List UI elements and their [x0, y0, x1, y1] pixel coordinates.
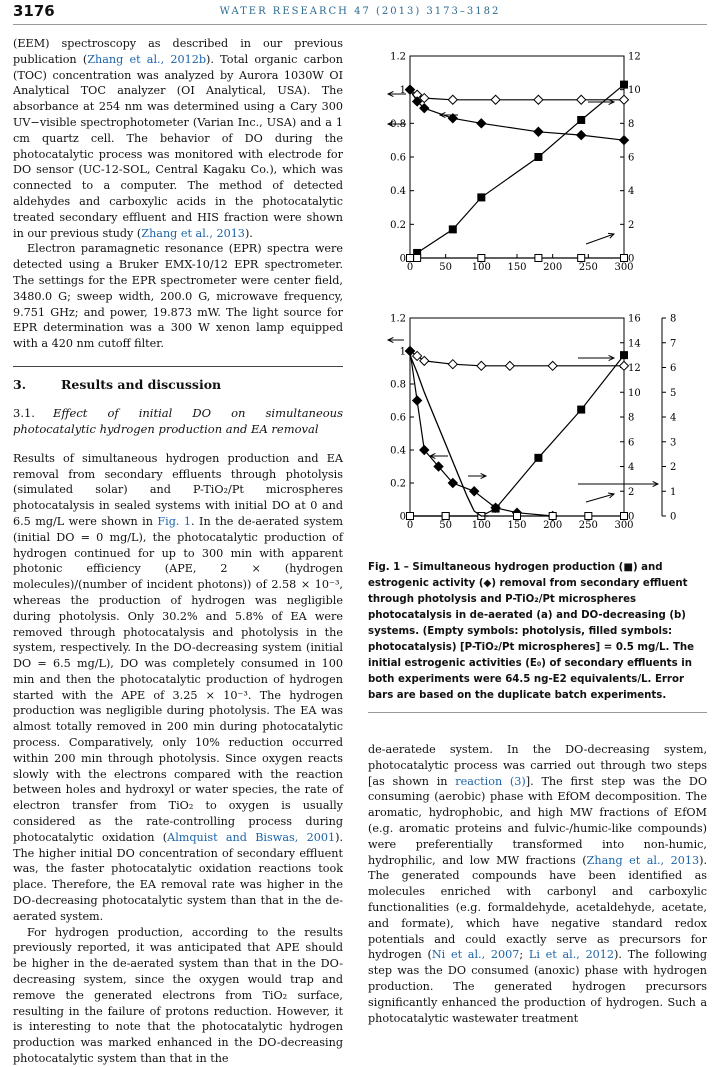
y-tick-label: 0.2 — [390, 219, 406, 231]
y2-tick-label: 4 — [628, 186, 635, 198]
citation-link[interactable]: Zhang et al., 2012b — [87, 52, 206, 66]
square-open-marker — [621, 255, 628, 262]
x-tick-label: 100 — [471, 262, 491, 273]
diamond-filled-marker — [406, 85, 415, 94]
right-column — [368, 742, 707, 1026]
square-open-marker — [407, 255, 414, 262]
citation-link[interactable]: Zhang et al., 2013 — [141, 226, 245, 240]
y2-tick-label: 8 — [628, 412, 635, 424]
y2-tick-label: 6 — [628, 437, 635, 449]
diamond-open-marker — [577, 95, 586, 104]
y-tick-label: 0.6 — [390, 412, 406, 424]
y2-tick-label: 12 — [628, 51, 641, 63]
y3-tick-label: 5 — [670, 387, 677, 399]
paragraph-results-1 — [13, 451, 343, 925]
square-open-marker — [578, 255, 585, 262]
y2-tick-label: 6 — [628, 152, 635, 164]
section-rule — [13, 366, 343, 367]
square-open-marker — [514, 513, 521, 520]
paragraph-epr: Electron paramagnetic resonance (EPR) spectra were detected using a Bruker EMX-10/12 EPR spectrometer. The settings for the EPR spectrometer were center field, 3480.0 G; sweep width, 200.0 G, microwave frequency, 9.751 GHz; and power, 19.873 mW. The light source for EPR determination was a 300 W xenon lamp equipped with a 420 nm cutoff filter. — [13, 242, 343, 351]
y2-tick-label: 2 — [628, 219, 635, 231]
series-line — [410, 351, 553, 516]
diamond-filled-marker — [413, 396, 422, 405]
y3-tick-label: 4 — [670, 412, 677, 424]
plot-frame — [410, 56, 624, 258]
y2-tick-label: 0 — [628, 253, 635, 265]
y3-tick-label: 3 — [670, 437, 677, 449]
y2-tick-label: 4 — [628, 462, 635, 473]
diamond-open-marker — [448, 95, 457, 104]
x-tick-label: 50 — [439, 262, 453, 273]
square-open-marker — [549, 513, 556, 520]
y-tick-label: 0 — [399, 511, 406, 523]
text-run: ; — [519, 948, 529, 962]
square-open-marker — [407, 513, 414, 520]
text-run: ]. The first step was the DO consuming (aerobic) phase with EfOM decomposition. The aromatic, hydrophobic, and high MW fractions of EfOM (e.g. aromatic proteins and fulvic-/humic-like compounds) were preferentially transformed into non-humic, hydrophilic, and low MW fractions ( — [368, 774, 707, 867]
x-tick-label: 250 — [578, 262, 598, 273]
square-filled-marker — [578, 116, 585, 123]
square-filled-marker — [578, 406, 585, 413]
citation-link[interactable]: Fig. 1 — [157, 514, 192, 528]
series-line — [410, 85, 624, 258]
section-title: Results and discussion — [61, 376, 222, 392]
diamond-filled-marker — [620, 136, 629, 145]
left-column — [13, 36, 343, 1067]
y-tick-label: 0.8 — [390, 118, 406, 130]
chart-panel-b — [368, 306, 708, 556]
paragraph-results-3 — [368, 742, 707, 1026]
y2-tick-label: 10 — [628, 85, 641, 97]
x-tick-label: 50 — [439, 520, 453, 531]
y3-tick-label: 6 — [670, 363, 677, 374]
y3-tick-label: 2 — [670, 462, 677, 473]
square-filled-marker — [621, 81, 628, 88]
y2-tick-label: 2 — [628, 486, 635, 498]
square-filled-marker — [621, 352, 628, 359]
diamond-filled-marker — [534, 127, 543, 136]
y-tick-label: 0.4 — [390, 445, 406, 457]
figure-caption: Fig. 1 – Simultaneous hydrogen production (■) and estrogenic activity (◆) removal from secondary effluent through photolysis and P-TiO₂/Pt microspheres photocatalysis in de-aerated (a) and DO-decreasing (b) systems. (Empty symbols: photolysis, filled symbols: photocatalysis) [P-TiO₂/Pt microspheres] = 0.5 mg/L. The initial estrogenic activities (E₀) of secondary effluents in both experiments were 64.5 ng-E2 equivalents/L. Error bars are based on the duplicate batch experiments. — [368, 562, 695, 701]
text-run: (EEM) spectroscopy as described in our previous publication ( — [13, 37, 343, 66]
x-tick-label: 150 — [507, 262, 527, 273]
square-open-marker — [621, 513, 628, 520]
citation-link[interactable]: Ni et al., 2007 — [431, 948, 520, 962]
diamond-open-marker — [548, 361, 557, 370]
square-filled-marker — [478, 194, 485, 201]
y2-tick-label: 16 — [628, 313, 641, 325]
x-tick-label: 0 — [406, 262, 414, 273]
x-tick-label: 150 — [507, 520, 527, 531]
y2-tick-label: 10 — [628, 387, 641, 399]
x-tick-label: 300 — [614, 262, 634, 273]
diamond-open-marker — [534, 95, 543, 104]
y2-tick-label: 0 — [628, 511, 635, 523]
diamond-open-marker — [413, 351, 422, 360]
x-tick-label: 200 — [543, 262, 563, 273]
header-rule — [13, 24, 707, 25]
y-tick-label: 1.2 — [390, 313, 406, 325]
square-filled-marker — [535, 154, 542, 161]
paragraph-methods-1 — [13, 36, 343, 241]
diamond-open-marker — [491, 95, 500, 104]
y-tick-label: 1.2 — [390, 51, 406, 63]
section-number: 3. — [13, 376, 27, 392]
square-open-marker — [535, 255, 542, 262]
x-tick-label: 0 — [406, 520, 414, 531]
diamond-filled-marker — [577, 131, 586, 140]
text-run: Results of simultaneous hydrogen production and EA removal from secondary effluents through photolysis (simulated solar) and P-TiO₂/Pt microspheres photocatalysis in sealed systems with initial DO at 0 and 6.5 mg/L were shown in — [13, 451, 343, 528]
caption-rule — [368, 712, 707, 713]
page-number: 3176 — [13, 2, 55, 20]
subsection-number: 3.1. — [13, 405, 35, 420]
citation-link[interactable]: Zhang et al., 2013 — [586, 853, 700, 867]
text-run: ). Total organic carbon (TOC) concentration was analyzed by Aurora 1030W OI Analytical TOC analyzer (OI Analytical, USA). The absorbance at 254 nm was determined using a Cary 300 UV−visible spectrophotometer (Varian Inc., USA) and a 1 cm quartz cell. The behavior of DO during the photocatalytic process was monitored with electrode for DO sensor (UC-12-SOL, Central Kagaku Co.), which was connected to a computer. The method of detected aldehydes and carboxylic acids in the photocatalytic treated secondary effluent and HIS fraction were shown in our previous study ( — [13, 52, 343, 240]
y-tick-label: 0.4 — [390, 186, 406, 198]
y-tick-label: 0.2 — [390, 478, 406, 490]
diamond-filled-marker — [477, 119, 486, 128]
x-tick-label: 300 — [614, 520, 634, 531]
diamond-open-marker — [505, 361, 514, 370]
square-open-marker — [478, 255, 485, 262]
diamond-open-marker — [448, 360, 457, 369]
y-tick-label: 0.6 — [390, 152, 406, 164]
y-tick-label: 1 — [399, 346, 406, 358]
text-run: ). — [244, 226, 253, 240]
axis-arrow — [586, 234, 614, 244]
y3-tick-label: 7 — [670, 338, 677, 350]
x-tick-label: 250 — [578, 520, 598, 531]
square-open-marker — [442, 513, 449, 520]
section-heading — [13, 377, 343, 393]
y3-tick-label: 8 — [670, 313, 677, 325]
diamond-filled-marker — [406, 347, 415, 356]
y-tick-label: 1 — [399, 85, 406, 97]
x-tick-label: 100 — [471, 520, 491, 531]
y-tick-label: 0.8 — [390, 379, 406, 391]
square-filled-marker — [449, 226, 456, 233]
journal-header: WATER RESEARCH 47 (2013) 3173–3182 — [219, 6, 501, 17]
square-open-marker — [585, 513, 592, 520]
y3-tick-label: 0 — [670, 511, 677, 523]
paragraph-results-2: For hydrogen production, according to the results previously reported, it was anticipated that APE should be higher in the de-aerated system than that in the DO-decreasing system, since the oxygen would trap and remove the generated electrons from TiO₂ surface, resulting in the failure of protons reduction. However, it is interesting to note that the photocatalytic hydrogen production was marked enhanced in the DO-decreasing photocatalytic system than that in the — [13, 925, 343, 1066]
square-open-marker — [414, 255, 421, 262]
series-line — [410, 90, 624, 100]
square-filled-marker — [492, 505, 499, 512]
chart-panel-a — [368, 40, 708, 300]
x-tick-label: 200 — [543, 520, 563, 531]
y2-tick-label: 8 — [628, 118, 635, 130]
citation-link[interactable]: Almquist and Biswas, 2001 — [167, 830, 336, 844]
text-run: de-aeratede system. In the DO-decreasing system, photocatalytic process was carried out through two steps [as shown in — [368, 743, 707, 788]
subsection-title: Effect of initial DO on simultaneous photocatalytic hydrogen production and EA removal — [13, 405, 343, 436]
diamond-open-marker — [420, 356, 429, 365]
plot-frame — [410, 318, 624, 516]
text-run: . In the de-aerated system (initial DO = 0 mg/L), the photocatalytic production of hydrogen continued for up to 300 min with apparent photonic efficiency (APE, 2 × (hydrogen molecules)/(number of incident photons)) of 2.58 × 10⁻³, whereas the production of hydrogen was negligible during photolysis. Only 30.2% and 5.8% of EA were removed through photocatalysis and photolysis in the system, respectively. In the DO-decreasing system (initial DO = 6.5 mg/L), DO was completely consumed in 100 min and then the photocatalytic production of hydrogen started with the APE of 3.25 × 10⁻³. The hydrogen production was negligible during photolysis. The EA was almost totally removed in 200 min during photocatalytic process. Comparatively, only 10% reduction occurred within 200 min through photolysis. Since oxygen reacts slowly with the electrons compared with the reaction between holes and hydroxyl or water species, the rate of electron transfer from TiO₂ to oxygen is usually considered as the rate-controlling process during photocatalytic oxidation ( — [13, 514, 343, 844]
text-run: ). The following step was the DO consumed (anoxic) phase with hydrogen production. The generated hydrogen precursors significantly enhanced the production of hydrogen. Such a photocatalytic wastewater treatment — [368, 948, 708, 1025]
square-filled-marker — [535, 454, 542, 461]
citation-link[interactable]: reaction (3) — [455, 774, 526, 788]
y-tick-label: 0 — [399, 253, 406, 265]
y2-tick-label: 12 — [628, 363, 641, 374]
y2-tick-label: 14 — [628, 338, 641, 350]
subsection-heading — [13, 405, 343, 437]
citation-link[interactable]: Li et al., 2012 — [528, 948, 615, 962]
diamond-open-marker — [477, 361, 486, 370]
text-run: ). The higher initial DO concentration of secondary effluent was, the faster photocatalytic oxidation reactions took place. Therefore, the EA removal rate was higher in the DO-decreasing photocatalytic system than that in the de-aerated system. — [13, 830, 343, 923]
y3-tick-label: 1 — [670, 486, 677, 498]
diamond-open-marker — [620, 95, 629, 104]
text-run: ). The generated compounds have been identified as molecules enriched with carbonyl and carboxylic functionalities (e.g. formaldehyde, acetaldehyde, acetate, and formate), which have negative standard redox potentials and could exactly serve as precursors for hydrogen ( — [368, 853, 707, 962]
